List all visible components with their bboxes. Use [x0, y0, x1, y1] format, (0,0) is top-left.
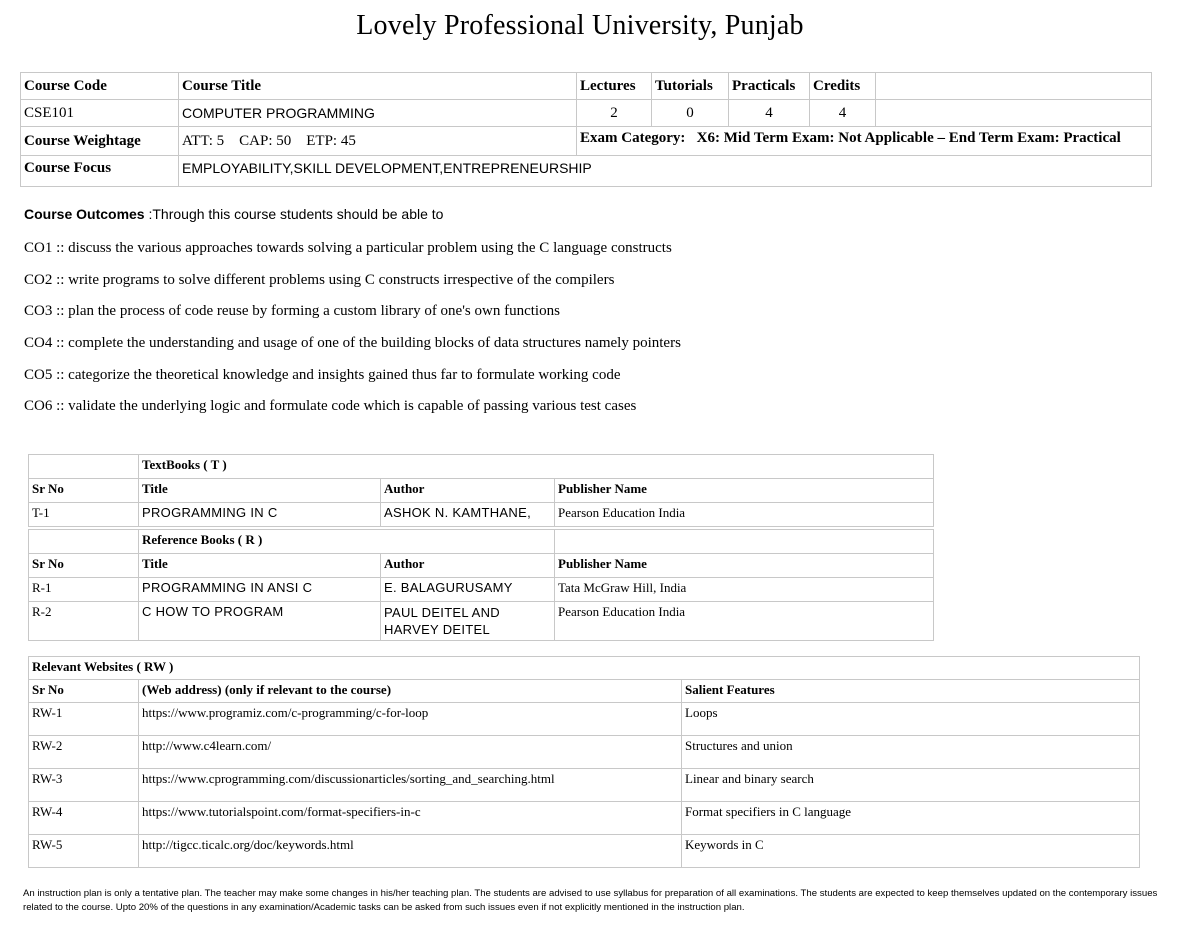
web-address: https://www.tutorialspoint.com/format-specifiers-in-c [139, 802, 682, 835]
reference-header-row [29, 554, 934, 578]
book-publisher: Pearson Education India [555, 503, 934, 527]
book-author: ASHOK N. KAMTHANE, [381, 503, 555, 527]
course-weightage-row [21, 127, 1152, 156]
tutorials-header: Tutorials [652, 73, 729, 100]
practicals-value: 4 [729, 100, 810, 127]
web-address: https://www.cprogramming.com/discussionarticles/sorting_and_searching.html [139, 769, 682, 802]
table-row [29, 703, 1140, 736]
course-outcome-6: CO6 :: validate the underlying logic and formulate code which is capable of passing various test cases [24, 398, 637, 414]
textbooks-header-row [29, 479, 934, 503]
textbooks-heading-row [29, 455, 934, 479]
reference-heading-row [29, 530, 934, 554]
web-address-header: (Web address) (only if relevant to the course) [139, 680, 682, 703]
exam-category-text: Exam Category: X6: Mid Term Exam: Not Applicable – End Term Exam: Practical [580, 130, 1121, 146]
publisher-header: Publisher Name [555, 554, 934, 578]
weightage-label: Course Weightage [21, 127, 179, 156]
focus-value: EMPLOYABILITY,SKILL DEVELOPMENT,ENTREPRENEURSHIP [179, 156, 1152, 187]
table-row [29, 769, 1140, 802]
credits-header: Credits [810, 73, 876, 100]
outcomes-intro: :Through this course students should be able to [144, 206, 444, 222]
title-header: Title [139, 554, 381, 578]
course-outcome-3: CO3 :: plan the process of code reuse by forming a custom library of one's own functions [24, 303, 560, 319]
author-header: Author [381, 479, 555, 503]
practicals-header: Practicals [729, 73, 810, 100]
sr-no: RW-5 [29, 835, 139, 868]
sr-no: RW-1 [29, 703, 139, 736]
empty-cell [555, 530, 934, 554]
course-focus-row [21, 156, 1152, 187]
empty-cell [876, 100, 1152, 127]
table-row [29, 578, 934, 602]
book-publisher: Pearson Education India [555, 602, 934, 641]
sr-no: RW-4 [29, 802, 139, 835]
sr-no-header: Sr No [29, 554, 139, 578]
reference-books-heading: Reference Books ( R ) [139, 530, 555, 554]
websites-header-row [29, 680, 1140, 703]
websites-table [28, 656, 1140, 868]
book-publisher: Tata McGraw Hill, India [555, 578, 934, 602]
lectures-value: 2 [577, 100, 652, 127]
course-outcome-5: CO5 :: categorize the theoretical knowledge and insights gained thus far to formulate working code [24, 367, 621, 383]
book-title: PROGRAMMING IN C [139, 503, 381, 527]
salient-feature: Format specifiers in C language [682, 802, 1140, 835]
table-row [29, 602, 934, 641]
empty-cell [876, 73, 1152, 100]
book-title: PROGRAMMING IN ANSI C [139, 578, 381, 602]
course-code: CSE101 [21, 100, 179, 127]
author-header: Author [381, 554, 555, 578]
course-title: COMPUTER PROGRAMMING [179, 100, 577, 127]
course-outcomes-heading [24, 206, 443, 222]
table-row [29, 503, 934, 527]
sr-no: T-1 [29, 503, 139, 527]
page-title: Lovely Professional University, Punjab [356, 10, 804, 41]
sr-no-header: Sr No [29, 680, 139, 703]
salient-features-header: Salient Features [682, 680, 1140, 703]
empty-cell [29, 455, 139, 479]
book-author: PAUL DEITEL AND HARVEY DEITEL [381, 602, 555, 641]
course-code-header: Course Code [21, 73, 179, 100]
web-address: https://www.programiz.com/c-programming/c-for-loop [139, 703, 682, 736]
instruction-plan-note: An instruction plan is only a tentative plan. The teacher may make some changes in his/her teaching plan. The students are advised to use syllabus for preparation of all examinations. The students are expected to keep themselves updated on the contemporary issues related to the course. Upto 20% of the questions in any examination/Academic tasks can be asked from such issues even if not explicitly mentioned in the instruction plan. [23, 888, 1158, 913]
textbooks-heading: TextBooks ( T ) [139, 455, 934, 479]
sr-no: R-2 [29, 602, 139, 641]
books-table [28, 454, 934, 641]
table-row [29, 802, 1140, 835]
book-title: C HOW TO PROGRAM [139, 602, 381, 641]
title-header: Title [139, 479, 381, 503]
publisher-header: Publisher Name [555, 479, 934, 503]
course-outcome-4: CO4 :: complete the understanding and usage of one of the building blocks of data structures namely pointers [24, 335, 681, 351]
sr-no-header: Sr No [29, 479, 139, 503]
table-row [29, 736, 1140, 769]
lectures-header: Lectures [577, 73, 652, 100]
course-outcome-2: CO2 :: write programs to solve different problems using C constructs irrespective of the compilers [24, 272, 615, 288]
sr-no: R-1 [29, 578, 139, 602]
course-info-table [20, 72, 1152, 187]
websites-heading: Relevant Websites ( RW ) [29, 657, 1140, 680]
credits-value: 4 [810, 100, 876, 127]
exam-category [577, 127, 1152, 156]
outcomes-heading-label: Course Outcomes [24, 206, 145, 222]
course-header-row [21, 73, 1152, 100]
sr-no: RW-2 [29, 736, 139, 769]
tutorials-value: 0 [652, 100, 729, 127]
sr-no: RW-3 [29, 769, 139, 802]
book-author: E. BALAGURUSAMY [381, 578, 555, 602]
table-row [29, 835, 1140, 868]
websites-heading-row [29, 657, 1140, 680]
focus-label: Course Focus [21, 156, 179, 187]
salient-feature: Structures and union [682, 736, 1140, 769]
weightage-value: ATT: 5 CAP: 50 ETP: 45 [179, 127, 577, 156]
course-outcome-1: CO1 :: discuss the various approaches towards solving a particular problem using the C language constructs [24, 240, 672, 256]
course-title-header: Course Title [179, 73, 577, 100]
salient-feature: Linear and binary search [682, 769, 1140, 802]
course-values-row [21, 100, 1152, 127]
salient-feature: Loops [682, 703, 1140, 736]
web-address: http://tigcc.ticalc.org/doc/keywords.html [139, 835, 682, 868]
empty-cell [29, 530, 139, 554]
salient-feature: Keywords in C [682, 835, 1140, 868]
web-address: http://www.c4learn.com/ [139, 736, 682, 769]
